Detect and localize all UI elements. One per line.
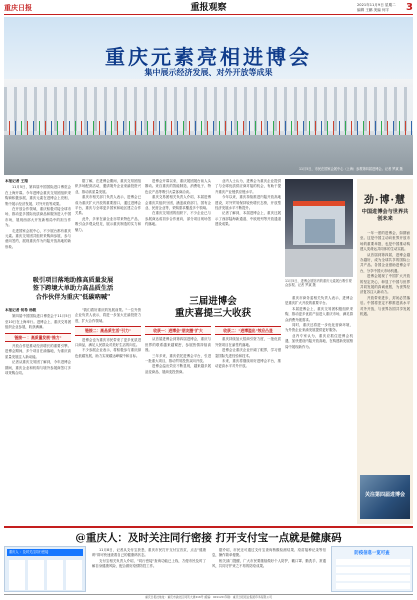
paragraph: 此外，多家在渝企业亦带来特色产品，吸引众多观众驻足，展示重庆制造的实力和魅力。 bbox=[75, 216, 141, 232]
paragraph: 未来，重庆将继续用好进博会平台，推动更高水平对外开放。 bbox=[215, 359, 281, 369]
hero-photo bbox=[4, 17, 413, 175]
paragraph: 11月5日，第四届中国国际进口博览会在上海开幕。今年进博会重庆交易团组织采购商积极参展，重庆元素在进博会上亮相，集中展示经济发展、对外开放等成果。 bbox=[5, 185, 71, 206]
booth-screen bbox=[305, 219, 335, 243]
paragraph: 进博会让重庆企业开阔了眼界，学习借鉴国际先进经验和技术。 bbox=[215, 348, 281, 358]
paragraph: 今年以来，重庆持续推进内陆开放高地建设，对外贸易保持较快增长态势，开放型经济发展水平不断提升。 bbox=[215, 195, 281, 211]
center-story-headline bbox=[145, 296, 281, 320]
paragraph: 同时，重庆还将进一步优化营商环境，为外资企业来渝发展提供更好服务。 bbox=[285, 323, 353, 333]
paragraph: 相关部门提醒，广大市民要继续做好个人防护，戴口罩、勤洗手、常通风，共同守护来之不易的防疫成果。 bbox=[212, 558, 326, 569]
paragraph: 在重庆交易团的组织下，不少企业已与参展商达成初步合作意向，部分项目现场签约落地。 bbox=[145, 211, 211, 227]
hall-floor bbox=[285, 249, 353, 277]
paragraph: 记者了解到，本届进博会上，重庆还展示了西部陆海新通道、中欧班列等开放通道建设成果。 bbox=[215, 211, 281, 227]
lead-article-col-2 bbox=[75, 179, 141, 274]
section-label: 收获二："进博溢出"效应凸显 bbox=[215, 326, 281, 335]
paragraph: 从首届进博会到第四届进博会，重庆与世界的联系越来越紧密，参展热情持续高涨。 bbox=[145, 337, 211, 353]
headline-line: 合作伙伴为重庆"低碳吶喊" bbox=[35, 293, 111, 301]
section-label: 链接二：高品质生活"引力" bbox=[75, 326, 141, 335]
paragraph: 第四届中国国际进口博览会于11月5日至10日在上海举行。进博会上，重庆交易团组织企业参展，收获满满。 bbox=[5, 314, 71, 330]
paragraph: 进博会展现了中国扩大开放的坚定决心，彰显了中国与世界共同发展的真诚意愿，为世界经济复苏注入新动力。 bbox=[360, 274, 410, 295]
left-story-headline bbox=[5, 277, 141, 302]
paragraph: 重庆交易团相关负责人介绍，本届进博会重庆共组织分团，涵盖政府部门、国有企业、民营企业等，采购需求覆盖多个领域。 bbox=[145, 195, 211, 211]
paragraph: 进博会溢出效应不断显现，越来越多展品变商品、展商变投资商。 bbox=[145, 364, 211, 374]
screenshot-title: 防疫信息一览可查 bbox=[354, 551, 390, 556]
sidebar-photo-label: 关注第四届进博会 bbox=[364, 492, 405, 498]
info-list bbox=[336, 559, 410, 589]
date-line: 2021年11月9日 星期二 bbox=[357, 3, 396, 7]
paragraph: 重庆市商务委相关负责人表示，进博会是重庆扩大开放的重要平台。 bbox=[285, 296, 353, 306]
section-label: 链接一 ：高质量发展"推力" bbox=[5, 333, 71, 342]
paragraph: "我们看好重庆的发展前景。"一位外资企业负责人表示，将进一步加大在渝投资力度，扩大合作领域。 bbox=[75, 308, 141, 323]
photo-caption: 11月5日，进博会展馆内的重庆元素展台吸引观众参观。记者 罗斌 摄 bbox=[285, 279, 352, 288]
paragraph: 本届进博会上，重庆交易团积极组织采购，推动更多优质产品进入重庆市场，满足群众消费升级需求。 bbox=[285, 306, 353, 322]
hero-subheadline: 集中展示经济发展、对外开放等成果 bbox=[144, 68, 273, 77]
center-story-col-3 bbox=[285, 296, 353, 524]
paragraph: 进博会开幕以来，重庆展团展台前人头攒动。来自重庆的智能制造、消费电子、特色农产品等吸引大量客商洽谈。 bbox=[145, 179, 211, 194]
hero-headline: 重庆元素亮相进博会 bbox=[105, 45, 312, 69]
paragraph: 在开放合作领域，重庆积极对接全球市场，推动更多国际优质商品和服务进入中国市场，展现西部大开发新格局中的担当作为。 bbox=[5, 207, 71, 228]
paragraph: 从首届到第四届，进博会越办越好，成为全球共享的国际公共产品。各国企业借助进博会平台，分享中国大市场机遇。 bbox=[360, 252, 410, 273]
app-header-text: 重庆人 ：及时关注同行密接 bbox=[9, 550, 49, 554]
paragraph: 业内专家认为，重庆应抓住进博会机遇，加快建设内陆开放高地，在构建新发展格局中展现新作为。 bbox=[285, 333, 353, 349]
lead-article-col-1 bbox=[5, 179, 71, 274]
headline-line: 吸引项目落地助推高质量发展 bbox=[32, 277, 114, 284]
sidebar-headline: 劲·博·慧 bbox=[364, 195, 406, 206]
left-story-col-2 bbox=[75, 308, 141, 526]
hero-caption: 11月5日，市民在国家会展中心（上海）参观第四届进博会。记者 罗斌 摄 bbox=[299, 166, 403, 171]
health-info-screenshot bbox=[331, 546, 413, 592]
paragraph: 一年一度的进博会，如期而至。这是中国主动向世界开放市场的重要举措，也是中国推动构建人类命运共同体的生动实践。 bbox=[360, 231, 410, 252]
bottom-col-1 bbox=[92, 548, 206, 592]
paragraph: 开放带来进步，封闭必然落后。中国将坚定不移推进高水平对外开放，与世界各国共享发展机遇。 bbox=[360, 295, 410, 317]
section-title: 重报观察 bbox=[190, 3, 227, 13]
paragraph: 业内人士认为，进博会为重庆企业提供了与全球优质供应商对接的机会，有助于提升重庆产业链供应链水平。 bbox=[215, 179, 281, 194]
page-number: 3 bbox=[406, 2, 413, 13]
paragraph: 开放合作是推动经济增长的重要引擎。进博会期间，多个项目在渝落地，为重庆高质量发展注入新动能。 bbox=[5, 344, 71, 359]
middle-article-col-1 bbox=[145, 179, 211, 291]
headline-line: 签下跨境大单助力高品质生活 bbox=[32, 285, 114, 293]
bottom-col-2 bbox=[212, 548, 326, 592]
lead-byline: 本报记者 王翔 bbox=[5, 179, 28, 183]
left-byline: 本报记者 何希 杨骏 bbox=[5, 308, 37, 312]
bottom-story bbox=[4, 546, 413, 592]
alipay-screenshot bbox=[4, 546, 86, 592]
paragraph: 重庆市相关部门负责人表示，进博会已成为重庆扩大开放的重要窗口，通过进博会平台，重庆与全球更多国家和地区建立合作关系。 bbox=[75, 195, 141, 216]
app-header-bar bbox=[7, 549, 83, 556]
newspaper-logo: 重庆日报 bbox=[4, 3, 32, 12]
center-story-col-2 bbox=[215, 324, 281, 524]
paragraph: 重庆持续加大招商引资力度，一批优质外资项目在渝签约落地。 bbox=[215, 337, 281, 347]
section-label: 收获一：进博会"朋友圈"扩大 bbox=[145, 326, 211, 335]
bottom-headline: @重庆人：及时关注同行密接 打开支付宝一点就是健康码 bbox=[75, 532, 342, 544]
commentary-sidebar bbox=[357, 179, 413, 524]
masthead bbox=[4, 3, 413, 15]
headline-line: 重庆喜提三大收获 bbox=[174, 308, 251, 319]
paragraph: 走进国家会展中心，不少展台都有重庆元素。重庆交易团共组织采购商参展，参与意向签约，展现重庆作为内陆开放高地的新形象。 bbox=[5, 228, 71, 249]
paragraph: 支付宝相关负责人介绍，"同行密接"查询功能已上线，方便市民及时了解自身健康风险，配合做好疫情防控工作。 bbox=[92, 558, 206, 569]
sidebar-subheadline: 中国进博会与世界共创未来 bbox=[361, 209, 409, 222]
left-story-col-1 bbox=[5, 308, 71, 526]
sidebar-body bbox=[360, 231, 410, 471]
expo-booth-photo bbox=[285, 179, 353, 277]
sidebar-photo bbox=[360, 475, 410, 519]
center-story-col-1 bbox=[145, 324, 211, 524]
paragraph: 记者从重庆交易团了解到，今年进博会期间，重庆企业和机构与境外参展商签订多项采购合同。 bbox=[5, 360, 71, 376]
paragraph: 据介绍，市民还可通过支付宝查询核酸检测结果、疫苗接种记录等信息，操作简单便捷。 bbox=[212, 548, 326, 558]
app-icon-grid bbox=[9, 560, 83, 590]
paragraph: 三年多来，重庆依托进博会平台，引进一批重大项目，推动贸易投资双向开放。 bbox=[145, 353, 211, 364]
paragraph: 进博会也为重庆市民带来了更多优质进口商品，满足人民群众对美好生活的向往。 bbox=[75, 337, 141, 348]
section-divider bbox=[4, 526, 413, 528]
paragraph: 据了解，在进博会期间，重庆交易团组织多场配套活动，邀请境外企业来渝投资兴业，推动高质量发展。 bbox=[75, 179, 141, 194]
paragraph: 11月8日，记者从支付宝获悉，重庆市民打开支付宝首页，点击"健康码"即可快速查看自己的健康码状态。 bbox=[92, 548, 206, 558]
editors-line: 编辑 王鹏 美编 何宇 bbox=[357, 7, 390, 12]
issue-date bbox=[357, 3, 401, 13]
headline-line: 三届进博会 bbox=[189, 296, 237, 307]
page-footer: 重庆日报社地址：重庆市渝北区同茂大道416号 邮编：401120 印刷：重庆日报报业集团印务有限公司 bbox=[4, 594, 413, 599]
middle-article-col-2 bbox=[215, 179, 281, 291]
paragraph: 不少参展企业表示，将积极参与重庆绿色低碳发展，助力实现碳达峰碳中和目标。 bbox=[75, 348, 141, 358]
